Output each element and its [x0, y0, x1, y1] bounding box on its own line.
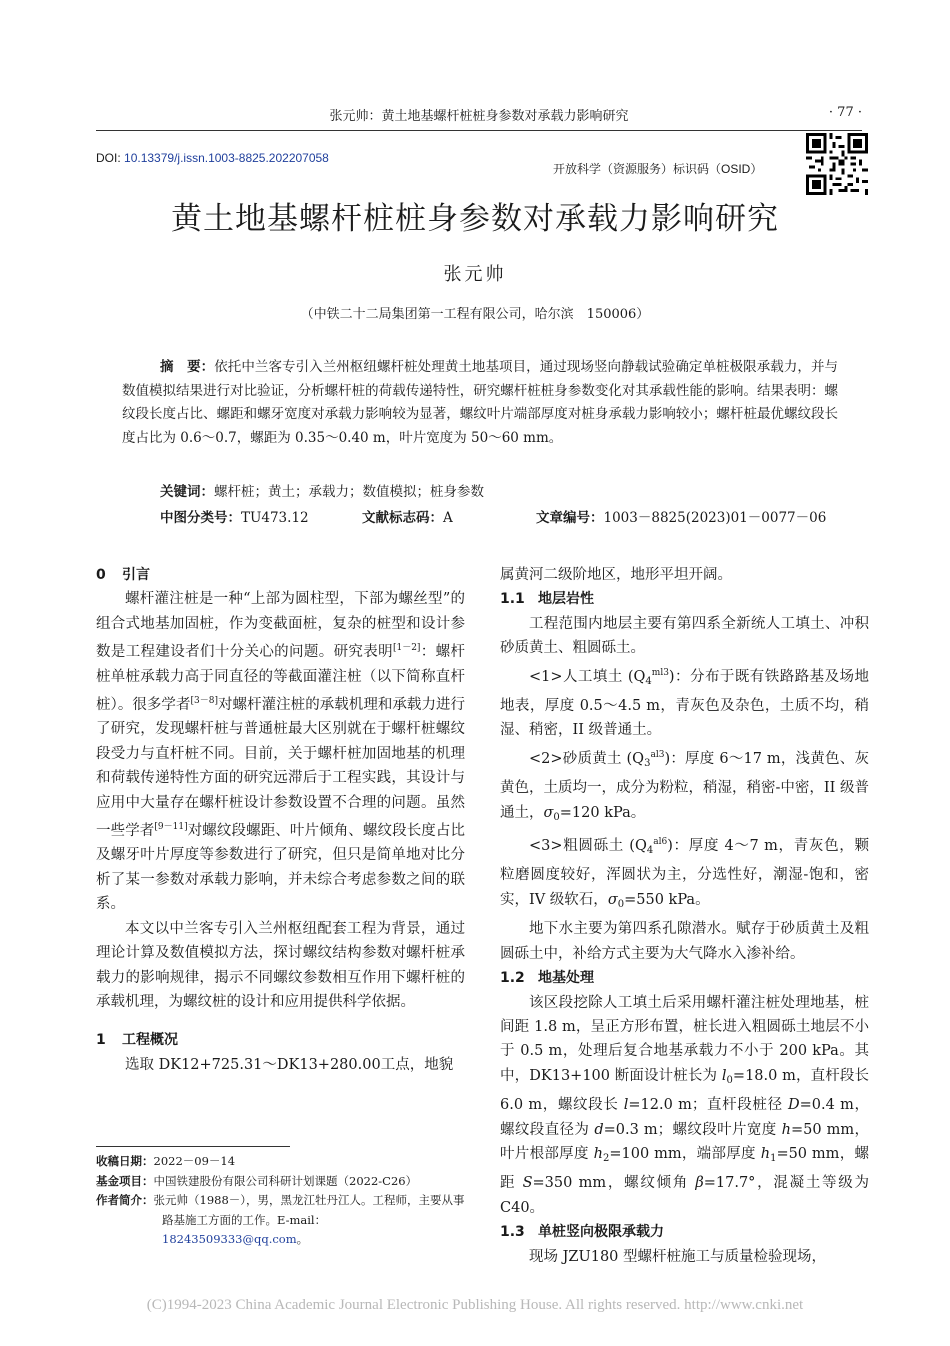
- doi-link[interactable]: 10.13379/j.issn.1003-8825.202207058: [124, 151, 329, 165]
- section-title: 工程概况: [122, 1032, 178, 1049]
- paragraph: [96, 587, 465, 916]
- variable: h: [781, 1121, 792, 1138]
- text-run: =17.7°，混凝土等级为 C40。: [500, 1175, 869, 1216]
- left-column: [96, 563, 465, 1077]
- subsection-title: 地层岩性: [538, 591, 594, 608]
- text-run: =50 mm，叶片根部厚度: [500, 1121, 869, 1162]
- variable: h: [593, 1145, 603, 1162]
- doc-code-value: A: [443, 510, 453, 526]
- subsection-heading: [500, 587, 869, 611]
- section-number: 0: [96, 567, 106, 583]
- text-run: 螺杆灌注桩是一种“上部为圆柱型，下部为螺丝型”的组合式地基加固桩，作为变截面桩，复杂的桩型和设计参数是工程建设者们十分关心的问题。研究表明: [96, 591, 465, 661]
- keywords: [160, 480, 484, 500]
- doi-line: [96, 151, 329, 165]
- running-header: [96, 103, 862, 131]
- page-number: · 77 ·: [828, 105, 862, 120]
- superscript: al3: [650, 749, 665, 760]
- abstract-label: 摘 要：: [160, 359, 215, 375]
- variable: σ: [543, 804, 554, 821]
- footnote-value: 中国铁建股份有限公司科研计划课题（2022-C26）: [153, 1173, 418, 1188]
- received-date: [96, 1152, 466, 1172]
- paragraph: 现场 JZU180 型螺杆桩施工与质量检验现场，: [529, 1248, 827, 1265]
- text-run: =18.0 m，直杆段长 6.0 m，螺纹段长: [500, 1067, 870, 1114]
- text-run: =100 mm，端部厚度: [609, 1145, 761, 1162]
- article-number: [536, 506, 826, 526]
- subsection-title: 单桩竖向极限承载力: [538, 1224, 664, 1241]
- subsection-heading: [500, 966, 869, 990]
- text-run: 该区段挖除人工填土后采用螺杆灌注桩处理地基，桩间距 1.8 m，呈正方形布置，桩长进入粗圆砾土地层不小于 0.5 m，处理后复合地基承载力不小于 200 kPa。其中，DK13+100 断面设计桩长为: [500, 994, 869, 1084]
- superscript: ml3: [651, 667, 669, 678]
- footnote-value: 。: [296, 1232, 309, 1246]
- paragraph: 选取 DK12+725.31～DK13+280.00工点，地貌: [125, 1056, 454, 1073]
- section-number: 1: [96, 1032, 106, 1049]
- footnote-label: 收稿日期：: [96, 1154, 154, 1168]
- footnotes: [96, 1152, 466, 1250]
- paragraph: 本文以中兰客专引入兰州枢纽配套工程为背景，通过理论计算及数值模拟方法，探讨螺纹结构参数对螺杆桩承载力的影响规律，揭示不同螺纹参数相互作用下螺杆桩的承载机理，为螺纹桩的设计和应用提供科学依据。: [96, 920, 465, 1010]
- text-run: =50 mm，螺距: [500, 1145, 870, 1192]
- abstract-text: 依托中兰客专引入兰州枢纽螺杆桩处理黄土地基项目，通过现场竖向静载试验确定单桩极限承载力，并与数值模拟结果进行对比验证，分析螺杆桩的荷载传递特性，研究螺杆桩桩身参数变化对其承载性能的影响。结果表明：螺纹段长度占比、螺距和螺牙宽度对承载力影响较为显著，螺纹叶片端部厚度对桩身承载力影响较小；螺杆桩最优螺纹段长度占比为 0.6～0.7，螺距为 0.35～0.40 m，叶片宽度为 50～60 mm。: [122, 359, 839, 446]
- footnote-label: 作者简介：: [96, 1193, 154, 1207]
- variable: S: [522, 1175, 533, 1192]
- variable: h: [760, 1145, 771, 1162]
- stratum-item: [500, 661, 869, 743]
- text-run: 对螺杆灌注桩的承载机理和承载力进行了研究，发现螺杆桩与普通桩最大区别就在于螺杆桩螺纹段受力与直杆桩不同。目前，关于螺杆桩加固地基的机理和荷载传递特性方面的研究远滞后于工程实践，其设计与应用中大量存在螺杆桩设计参数设置不合理的问题。虽然一些学者: [96, 697, 466, 840]
- article-number-label: 文章编号：: [536, 510, 604, 526]
- text-run: =0.3 m；螺纹段叶片宽度: [603, 1121, 782, 1138]
- subscript: 0: [726, 1074, 733, 1086]
- email-link[interactable]: 18243509333@qq.com: [162, 1232, 297, 1246]
- subscript: 2: [602, 1152, 610, 1164]
- subscript: 4: [645, 675, 652, 687]
- subsection-title: 地基处理: [538, 970, 594, 987]
- clc-label: 中图分类号：: [160, 510, 241, 526]
- doi-label: DOI:: [96, 151, 125, 165]
- variable: D: [787, 1097, 800, 1114]
- affiliation: （中铁二十二局集团第一工程有限公司，哈尔滨 150006）: [300, 307, 650, 322]
- subscript: 3: [644, 757, 651, 769]
- footnote-value: 张元帅（1988－），男，黑龙江牡丹江人。工程师，主要从事路基施工方面的工作。E-mail：: [153, 1193, 465, 1227]
- text-run: =550 kPa。: [624, 891, 710, 908]
- subsection-number: 1.3: [500, 1224, 525, 1241]
- paragraph: 工程范围内地层主要有第四系全新统人工填土、冲积砂质黄土、粗圆砾土。: [500, 615, 869, 657]
- paragraph: [500, 991, 869, 1221]
- doc-code-label: 文献标志码：: [362, 510, 443, 526]
- text-run: <1>人工填土 (Q: [529, 668, 646, 685]
- citation[interactable]: [3－8]: [190, 696, 218, 707]
- footnote-value: 2022－09－14: [153, 1154, 236, 1168]
- citation[interactable]: [1－2]: [392, 643, 421, 654]
- text-run: 对螺纹段螺距、叶片倾角、螺纹段长度占比及螺牙叶片厚度等参数进行了研究，但只是简单地对比分析了某一参数对承载力影响，并未综合考虑参数之间的联系。: [96, 823, 466, 913]
- subsection-number: 1.1: [500, 591, 525, 608]
- footnote-label: 基金项目：: [96, 1173, 154, 1188]
- subscript: 1: [770, 1152, 777, 1164]
- variable: l: [721, 1067, 727, 1084]
- clc-number: [160, 506, 309, 526]
- footnote-divider: [96, 1146, 290, 1147]
- text-run: )：厚度 6～17 m，浅黄色、灰黄色，土质均一，成分为粉粒，稍湿，稍密-中密，II 级普通土，: [500, 750, 869, 821]
- qr-code-icon: [806, 133, 868, 195]
- variable: β: [695, 1175, 704, 1192]
- keywords-label: 关键词：: [160, 484, 214, 500]
- text-run: =120 kPa。: [559, 804, 646, 821]
- text-run: ：螺杆桩单桩承载力高于同直径的等截面灌注桩（以下简称直杆桩）。很多学者: [96, 644, 465, 714]
- citation[interactable]: [9－11]: [154, 822, 188, 833]
- document-code: [362, 506, 453, 526]
- text-run: <3>粗圆砾土 (Q: [529, 838, 647, 855]
- superscript: al6: [653, 837, 668, 848]
- subscript: 0: [553, 811, 560, 823]
- author-name: 张元帅: [443, 264, 507, 285]
- article-number-value: 1003－8825(2023)01－0077－06: [603, 510, 827, 526]
- subsection-number: 1.2: [500, 970, 525, 987]
- abstract: [122, 356, 838, 450]
- author-bio: [96, 1191, 466, 1250]
- text-run: =350 mm，螺纹倾角: [532, 1175, 696, 1192]
- keywords-text: 螺杆桩；黄土；承载力；数值模拟；桩身参数: [214, 484, 484, 500]
- paper-title: 黄土地基螺杆桩桩身参数对承载力影响研究: [171, 201, 779, 237]
- subscript: 0: [617, 898, 625, 910]
- text-run: )：分布于既有铁路路基及场地地表，厚度 0.5～4.5 m，青灰色及杂色，土质不均，稍湿、稍密，II 级普通土。: [500, 668, 869, 739]
- text-run: <2>砂质黄土 (Q: [529, 750, 645, 767]
- section-heading: [96, 563, 465, 587]
- text-run: =12.0 m；直杆段桩径: [628, 1097, 788, 1114]
- text-run: =0.4 m，螺纹段直径为: [500, 1097, 869, 1138]
- copyright-watermark: (C)1994-2023 China Academic Journal Electronic Publishing House. All rights reserved. http://www.cnki.net: [146, 1297, 804, 1313]
- paragraph: 地下水主要为第四系孔隙潜水。赋存于砂质黄土及粗圆砾土中，补给方式主要为大气降水入渗补给。: [500, 921, 869, 962]
- variable: σ: [607, 891, 618, 908]
- running-title: 张元帅：黄土地基螺杆桩桩身参数对承载力影响研究: [329, 109, 629, 124]
- funding: [96, 1172, 466, 1192]
- stratum-item: [500, 743, 869, 830]
- stratum-item: [500, 830, 869, 917]
- variable: d: [594, 1121, 604, 1138]
- right-column: [500, 563, 869, 1269]
- text-run: )：厚度 4～7 m，青灰色，颗粒磨圆度较好，浑圆状为主，分选性好，潮湿-饱和，密实，IV 级软石，: [500, 838, 869, 908]
- section-title: 引言: [122, 567, 150, 583]
- paragraph: 属黄河二级阶地区，地形平坦开阔。: [500, 567, 732, 583]
- clc-value: TU473.12: [241, 510, 309, 526]
- osid-label: 开放科学（资源服务）标识码（OSID）: [553, 162, 763, 176]
- section-heading: [96, 1028, 465, 1052]
- variable: l: [623, 1097, 629, 1114]
- subscript: 4: [646, 845, 654, 857]
- subsection-heading: [500, 1220, 869, 1244]
